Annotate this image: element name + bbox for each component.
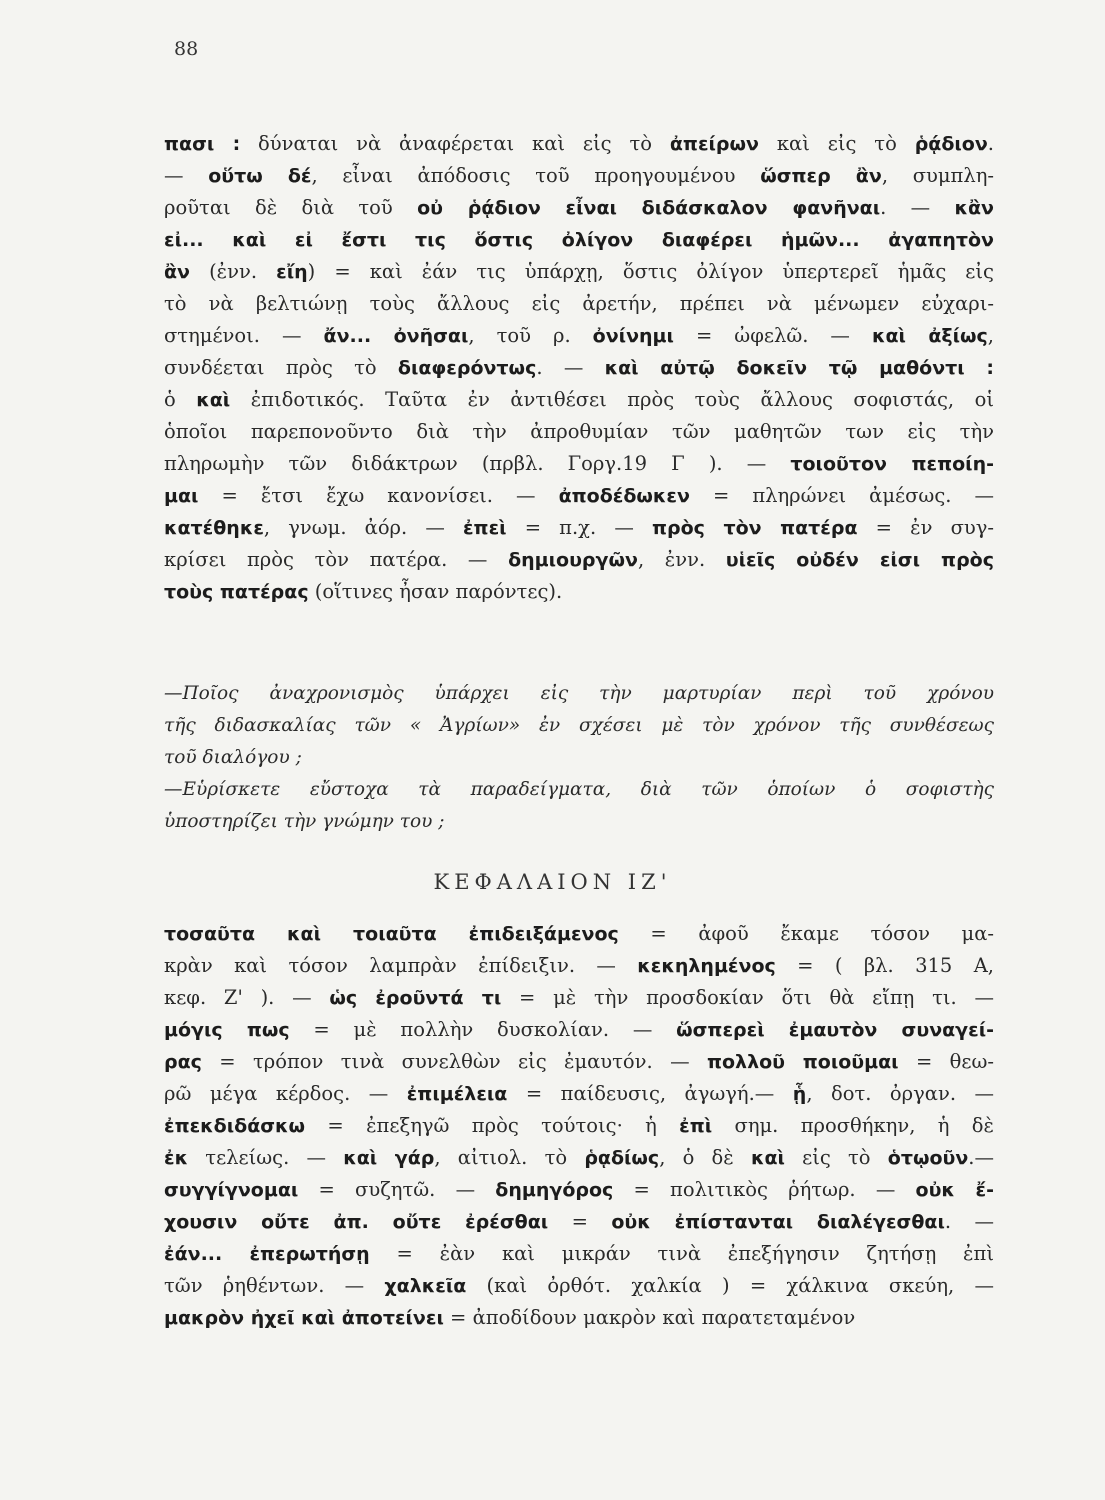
chapter-title: ΚΕΦΑΛΑΙΟΝ ΙΖ'	[433, 870, 672, 894]
page-number: 88	[174, 38, 199, 60]
text-line: εἰ... καὶ εἰ ἔστι τις ὅστις ὀλίγον διαφέρει ἡμῶν... ἀγαπητὸν	[164, 229, 994, 251]
study-questions	[164, 678, 994, 838]
text-line: ροῦται δὲ διὰ τοῦ οὐ ῥᾴδιον εἶναι διδάσκαλον φανῆναι. — κἂν	[164, 196, 994, 219]
text-line: κρίσει πρὸς τὸν πατέρα. — δημιουργῶν, ἐνν. υἱεῖς οὐδέν εἰσι πρὸς	[164, 548, 994, 571]
text-line: τὸ νὰ βελτιώνῃ τοὺς ἄλλους εἰς ἀρετήν, πρέπει νὰ μένωμεν εὐχαρι-	[164, 292, 994, 315]
text-line: ὑποστηρίζει τὴν γνώμην του ;	[164, 811, 445, 832]
commentary-section-1	[164, 128, 994, 608]
text-line: πασι : δύναται νὰ ἀναφέρεται καὶ εἰς τὸ ἀπείρων καὶ εἰς τὸ ῥᾴδιον.	[164, 132, 994, 155]
text-line: —Ποῖος ἀναχρονισμὸς ὑπάρχει εἰς τὴν μαρτυρίαν περὶ τοῦ χρόνου	[164, 683, 994, 704]
text-line: — οὕτω δέ, εἶναι ἀπόδοσις τοῦ προηγουμένου ὥσπερ ἂν, συμπλη-	[164, 164, 994, 187]
text-line: ρῶ μέγα κέρδος. — ἐπιμέλεια = παίδευσις, ἀγωγή.— ᾗ, δοτ. ὀργαν. —	[164, 1082, 994, 1105]
text-line: τῶν ῥηθέντων. — χαλκεῖα (καὶ ὀρθότ. χαλκία ) = χάλκινα σκεύη, —	[164, 1274, 994, 1297]
text-line: ἂν (ἐνν. εἴη) = καὶ ἐάν τις ὑπάρχῃ, ὅστις ὀλίγον ὑπερτερεῖ ἡμᾶς εἰς	[164, 260, 994, 283]
text-line: τῆς διδασκαλίας τῶν « Ἀγρίων» ἐν σχέσει μὲ τὸν χρόνον τῆς συνθέσεως	[164, 715, 994, 736]
text-line: ἐπεκδιδάσκω = ἐπεξηγῶ πρὸς τούτοις· ἡ ἐπὶ σημ. προσθήκην, ἡ δὲ	[164, 1114, 994, 1137]
commentary-section-2	[164, 918, 994, 1334]
text-line: κατέθηκε, γνωμ. ἀόρ. — ἐπεὶ = π.χ. — πρὸς τὸν πατέρα = ἐν συγ-	[164, 516, 994, 539]
text-line: τοὺς πατέρας (οἵτινες ἦσαν παρόντες).	[164, 580, 563, 603]
text-line: συγγίγνομαι = συζητῶ. — δημηγόρος = πολιτικὸς ῥήτωρ. — οὐκ ἔ-	[164, 1178, 995, 1201]
text-line: συνδέεται πρὸς τὸ διαφερόντως. — καὶ αὐτῷ δοκεῖν τῷ μαθόντι :	[164, 356, 994, 379]
text-line: ἐκ τελείως. — καὶ γάρ, αἰτιολ. τὸ ῥᾳδίως, ὁ δὲ καὶ εἰς τὸ ὁτῳοῦν.—	[164, 1146, 994, 1169]
text-line: πληρωμὴν τῶν διδάκτρων (πρβλ. Γοργ.19 Γ ). — τοιοῦτον πεποίη-	[164, 452, 994, 475]
text-line: κεφ. Ζ' ). — ὡς ἐροῦντά τι = μὲ τὴν προσδοκίαν ὅτι θὰ εἴπῃ τι. —	[164, 986, 995, 1009]
text-line: ρας = τρόπον τινὰ συνελθὼν εἰς ἐμαυτόν. — πολλοῦ ποιοῦμαι = θεω-	[164, 1050, 994, 1073]
text-line: χουσιν οὔτε ἀπ. οὔτε ἐρέσθαι = οὐκ ἐπίστανται διαλέγεσθαι. —	[164, 1210, 994, 1233]
text-line: κρὰν καὶ τόσον λαμπρὰν ἐπίδειξιν. — κεκηλημένος = ( βλ. 315 Α,	[164, 954, 994, 977]
text-line: στημένοι. — ἄν... ὀνῆσαι, τοῦ ρ. ὀνίνημι = ὠφελῶ. — καὶ ἀξίως,	[164, 324, 994, 347]
text-line: ὁ καὶ ἐπιδοτικός. Ταῦτα ἐν ἀντιθέσει πρὸς τοὺς ἄλλους σοφιστάς, οἱ	[164, 388, 994, 411]
text-line: —Εὑρίσκετε εὔστοχα τὰ παραδείγματα, διὰ τῶν ὁποίων ὁ σοφιστὴς	[164, 779, 994, 800]
text-line: ἐάν... ἐπερωτήσῃ = ἐὰν καὶ μικράν τινὰ ἐπεξήγησιν ζητήσῃ ἐπὶ	[164, 1242, 994, 1265]
text-line: τοῦ διαλόγου ;	[164, 747, 302, 768]
text-line: ὁποῖοι παρεπονοῦντο διὰ τὴν ἀπροθυμίαν τῶν μαθητῶν των εἰς τὴν	[164, 420, 994, 443]
text-line: μαι = ἔτσι ἔχω κανονίσει. — ἀποδέδωκεν = πληρώνει ἀμέσως. —	[164, 484, 994, 507]
text-line: μακρὸν ἠχεῖ καὶ ἀποτείνει = ἀποδίδουν μακρὸν καὶ παρατεταμένον	[164, 1306, 856, 1329]
text-line: μόγις πως = μὲ πολλὴν δυσκολίαν. — ὥσπερεὶ ἐμαυτὸν συναγεί-	[164, 1018, 994, 1041]
text-line: τοσαῦτα καὶ τοιαῦτα ἐπιδειξάμενος = ἀφοῦ ἔκαμε τόσον μα-	[164, 922, 994, 945]
